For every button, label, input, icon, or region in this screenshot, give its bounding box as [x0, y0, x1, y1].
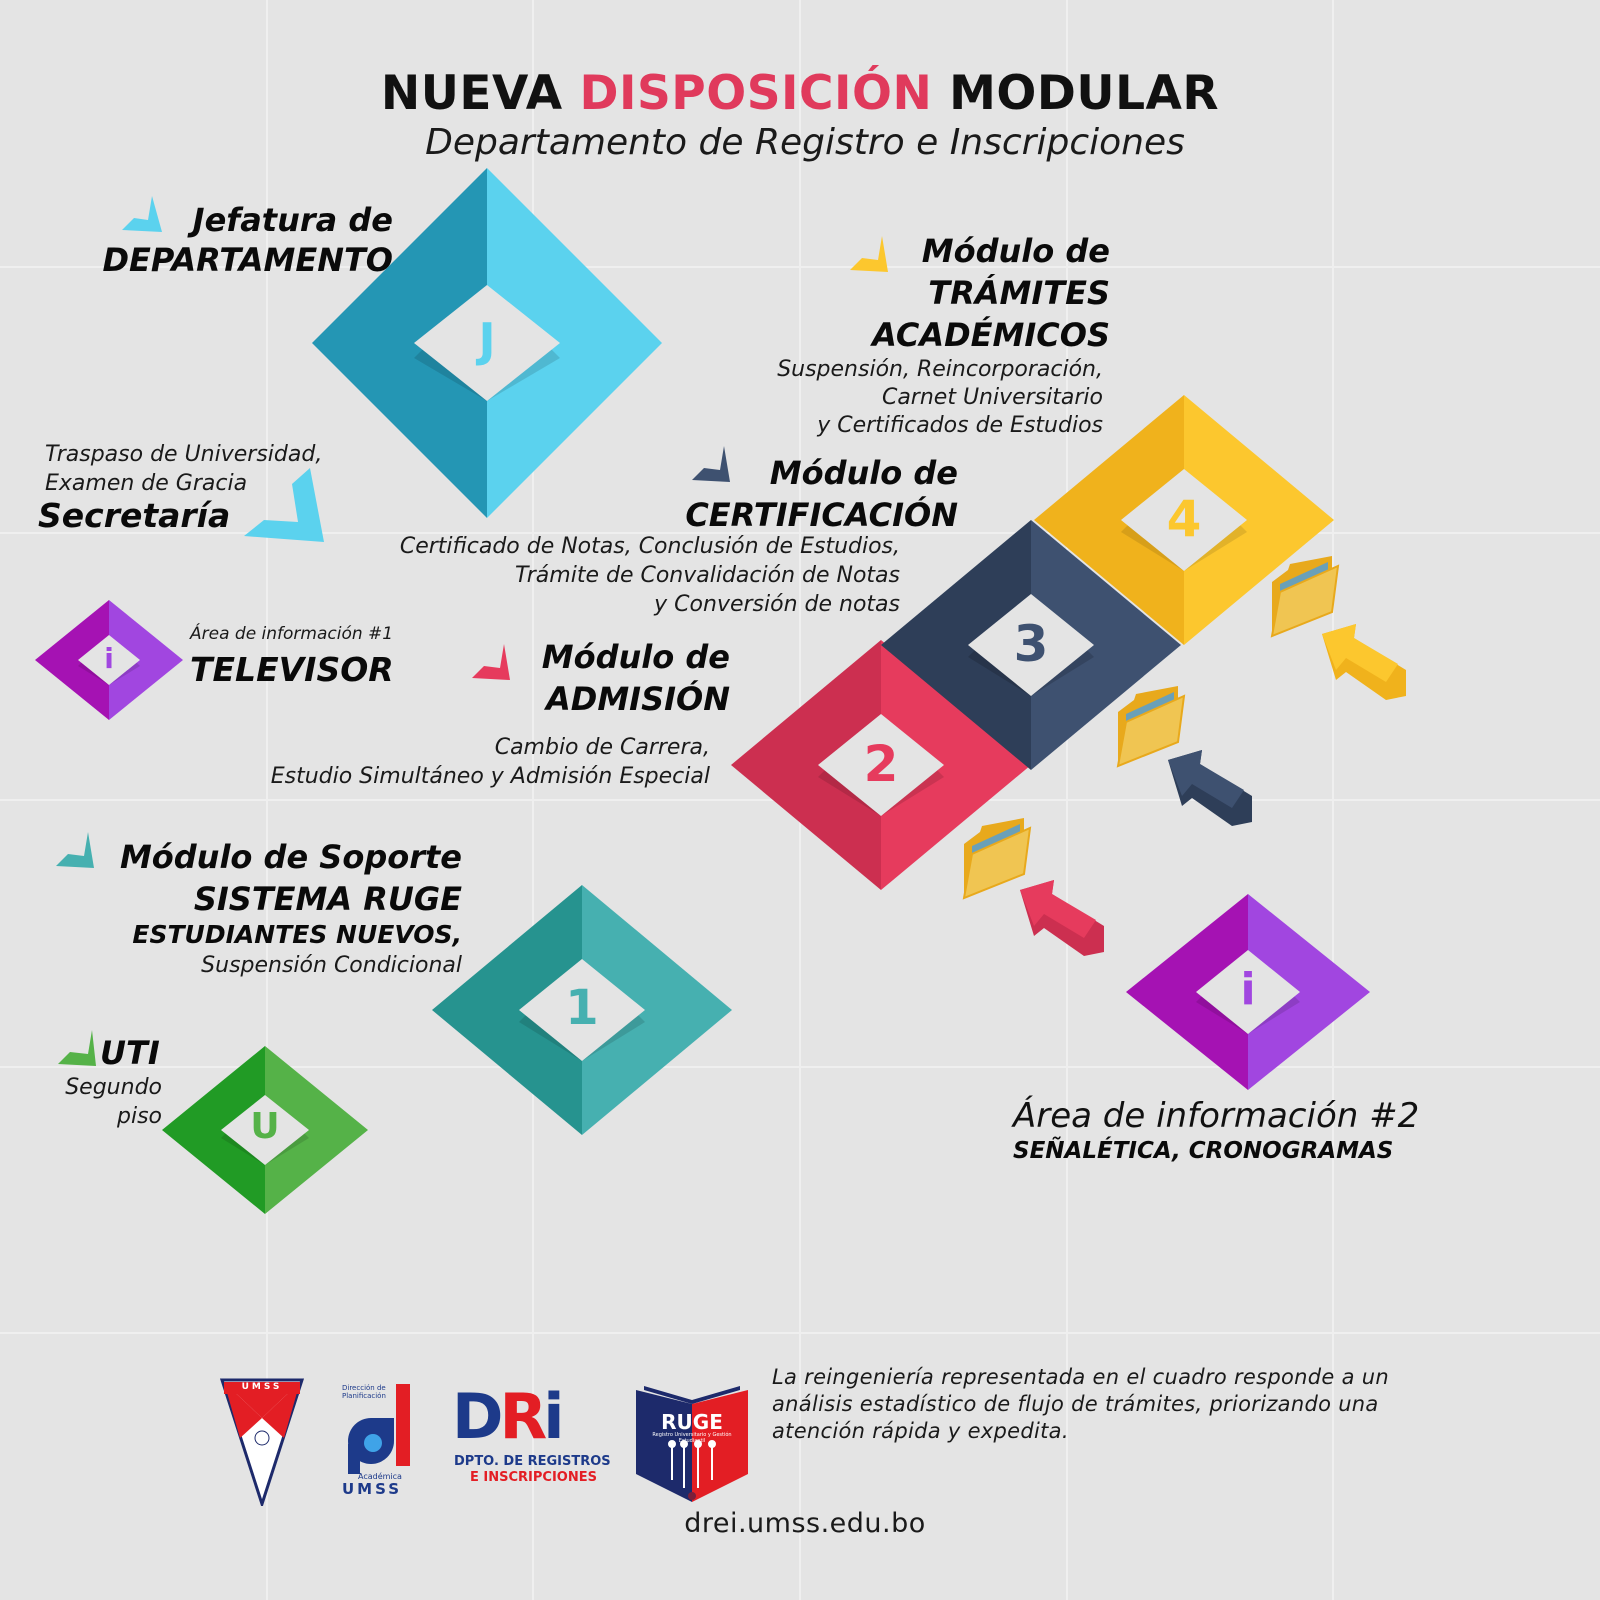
tramites-line3: ACADÉMICOS: [872, 316, 1110, 354]
secretaria-label: Secretaría: [38, 496, 231, 535]
uti-desc-line: piso: [117, 1104, 162, 1129]
grid-line: [0, 1332, 1600, 1334]
info-2-label: Área de información #2: [1013, 1096, 1420, 1136]
info-1-label: Área de información #1: [190, 624, 394, 644]
ruge-logo: [636, 1384, 748, 1506]
admision-desc-line: Cambio de Carrera,: [494, 735, 710, 760]
page-subtitle: Departamento de Registro e Inscripciones: [425, 122, 1185, 163]
umss-logo-text: UMSS: [241, 1382, 283, 1392]
dri-logo-line1: DPTO. DE REGISTROS: [454, 1454, 611, 1469]
dpa-logo-top: Dirección de Planificación: [342, 1384, 386, 1400]
dri-logo-mark: DRi: [452, 1380, 561, 1453]
dpa-bar: [396, 1384, 410, 1466]
module-2-number: 2: [863, 735, 899, 793]
dpa-stem: [348, 1444, 360, 1474]
info-2-icon: i: [1240, 964, 1256, 1015]
admision-desc-line: Estudio Simultáneo y Admisión Especial: [270, 764, 710, 789]
secretaria-desc-line: Examen de Gracia: [45, 471, 248, 496]
module-1-diamond: [432, 885, 732, 1135]
tramites-line1: Módulo de: [921, 232, 1110, 270]
footer-note: La reingeniería representada en el cuadro responde a un análisis estadístico de flujo de trámites, priorizando una atención rápida y expedita.: [772, 1365, 1389, 1443]
page-title: [0, 66, 1600, 121]
tramites-desc-line: y Certificados de Estudios: [817, 413, 1103, 438]
module-1-number: 1: [565, 980, 599, 1036]
info-1-name: TELEVISOR: [190, 650, 394, 689]
dri-logo: [452, 1380, 612, 1488]
info-2-diamond: [1126, 894, 1370, 1090]
certificacion-description: [300, 532, 900, 619]
certificacion-desc-line: Certificado de Notas, Conclusión de Estudios,: [399, 534, 900, 559]
admision-line2: ADMISIÓN: [545, 680, 730, 718]
dpa-logo-bottom1: Académica: [358, 1472, 402, 1481]
admision-description: [180, 733, 710, 791]
tramites-description: [650, 356, 1103, 440]
dpa-globe: [364, 1434, 382, 1452]
certificacion-line2: CERTIFICACIÓN: [685, 496, 958, 534]
dri-logo-line2: E INSCRIPCIONES: [470, 1470, 597, 1485]
certificacion-desc-line: y Conversión de notas: [654, 592, 900, 617]
arrow-up-left-icon: [1322, 624, 1406, 700]
soporte-description: Suspensión Condicional: [201, 953, 462, 978]
soporte-line2: SISTEMA RUGE: [193, 880, 462, 918]
tramites-line2: TRÁMITES: [928, 274, 1110, 312]
certificacion-desc-line: Trámite de Convalidación de Notas: [515, 563, 900, 588]
soporte-line1: Módulo de Soporte: [119, 838, 462, 876]
dpa-logo: [340, 1384, 412, 1496]
admision-line1: Módulo de: [541, 638, 730, 676]
title-part2: MODULAR: [932, 66, 1220, 121]
arrow-up-left-icon: [1168, 750, 1252, 826]
umss-logo: [220, 1378, 304, 1510]
uti-label: UTI: [100, 1034, 160, 1072]
tramites-label: [760, 230, 1110, 356]
certificacion-line1: Módulo de: [769, 454, 958, 492]
jefatura-line2: DEPARTAMENTO: [102, 241, 393, 279]
info-1-diamond: [35, 600, 183, 720]
uti-description: [30, 1073, 162, 1131]
uti-desc-line: Segundo: [65, 1075, 162, 1100]
admision-label: [480, 636, 730, 720]
uti-marker-icon: [58, 1030, 100, 1068]
tramites-desc-line: Suspensión, Reincorporación,: [777, 357, 1103, 382]
jefatura-line1: Jefatura de: [192, 201, 393, 239]
uti-diamond: [162, 1046, 368, 1214]
secretaria-desc-line: Traspaso de Universidad,: [45, 442, 323, 467]
ruge-logo-sub: Registro Universitario y Gestión Estudiantil: [652, 1432, 732, 1444]
jefatura-letter: J: [478, 313, 496, 367]
jefatura-label: [40, 200, 393, 280]
title-accent: DISPOSICIÓN: [579, 66, 933, 121]
title-part1: NUEVA: [380, 66, 580, 121]
footer-url[interactable]: drei.umss.edu.bo: [684, 1508, 926, 1539]
arrow-up-left-icon: [1020, 880, 1104, 956]
module-3-number: 3: [1013, 615, 1049, 673]
module-4-number: 4: [1166, 490, 1202, 548]
info-2-name: SEÑALÉTICA, CRONOGRAMAS: [1013, 1138, 1394, 1164]
soporte-line3: ESTUDIANTES NUEVOS,: [132, 920, 462, 949]
ruge-logo-mark: RUGE: [661, 1410, 723, 1434]
info-1-icon: i: [104, 642, 114, 675]
dpa-logo-bottom2: UMSS: [342, 1480, 403, 1498]
soporte-label: [60, 836, 462, 920]
uti-letter: U: [250, 1106, 280, 1147]
secretaria-description: [45, 440, 405, 498]
certificacion-label: [600, 452, 958, 536]
tramites-desc-line: Carnet Universitario: [881, 385, 1103, 410]
